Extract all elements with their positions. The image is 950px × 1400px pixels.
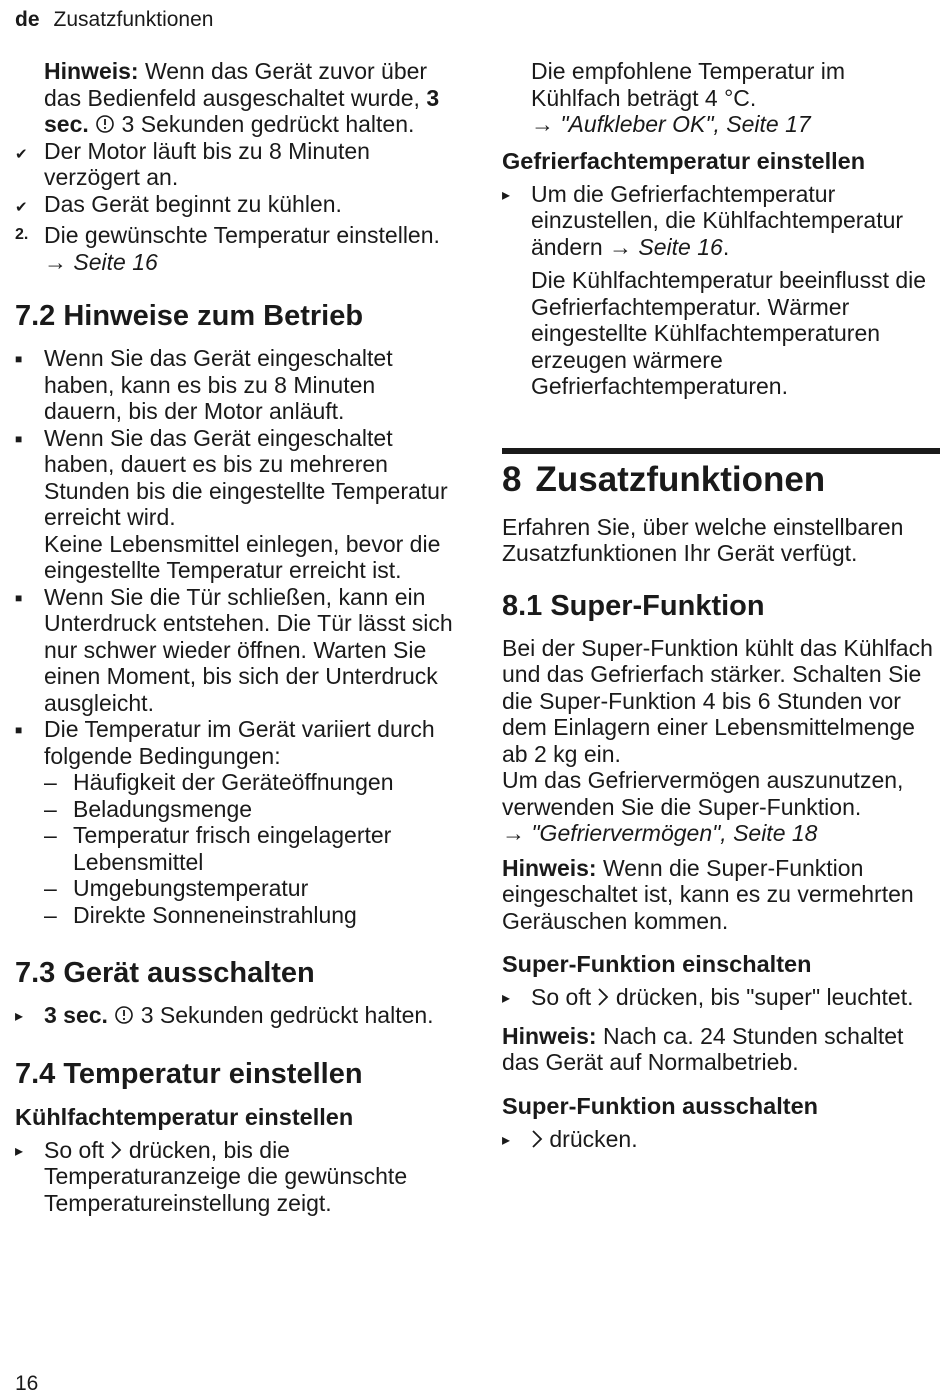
page-reference: "Aufkleber OK", Seite 17	[560, 111, 811, 137]
chapter-number: 8	[502, 459, 522, 499]
bullet-text: Wenn Sie das Gerät eingeschaltet haben, kann es bis zu 8 Minuten dauern, bis der Motor anläuft.	[44, 345, 393, 424]
hint-text-1: Wenn das Gerät zuvor über das Bedienfeld ausgeschaltet wurde,	[44, 58, 428, 111]
triangle-bullet-icon	[502, 984, 510, 1015]
dash-icon: –	[44, 875, 57, 901]
condition-item	[15, 796, 455, 823]
condition-text: Häufigkeit der Geräteöffnungen	[73, 769, 394, 795]
result-item	[15, 191, 455, 218]
power-button-label: 3 sec.	[44, 84, 440, 137]
action-text: drücken, bis "super" leuchtet.	[609, 984, 914, 1010]
action-text: So oft	[44, 1136, 111, 1163]
condition-item	[15, 902, 455, 929]
page-number: 16	[15, 1372, 39, 1395]
triangle-bullet-icon	[502, 1126, 510, 1157]
section-title: Gerät ausschalten	[63, 957, 315, 989]
triangle-bullet-icon	[15, 1137, 23, 1168]
square-bullet-icon	[15, 425, 22, 456]
hint-label: Hinweis:	[502, 854, 597, 881]
bullet-item	[15, 425, 455, 584]
condition-item	[15, 875, 455, 902]
condition-text: Beladungsmenge	[73, 795, 253, 822]
hint-text-2: 3 Sekunden gedrückt halten.	[115, 111, 415, 137]
hint-paragraph	[15, 58, 455, 138]
action-text: 3 Sekunden gedrückt halten.	[134, 1002, 434, 1028]
condition-text: Umgebungstemperatur	[73, 875, 309, 901]
square-bullet-icon	[15, 584, 22, 615]
condition-item	[15, 769, 455, 796]
bullet-text: Die Temperatur im Gerät variiert durch folgende Bedingungen:	[44, 716, 435, 769]
action-item	[15, 1137, 455, 1217]
bullet-item	[15, 345, 455, 425]
square-bullet-icon	[15, 716, 22, 747]
super-function-paragraph: Um das Gefriervermögen auszunutzen, verwenden Sie die Super-Funktion.	[502, 767, 904, 820]
section-number: 7.4	[15, 1057, 56, 1090]
page-reference: "Gefriervermögen", Seite 18	[531, 820, 818, 846]
arrow-icon: →	[609, 233, 633, 260]
action-text: Um die Gefrierfachtemperatur einzustellen, die Kühlfachtemperatur ändern	[531, 180, 904, 260]
arrow-icon: →	[502, 820, 525, 846]
subsection-heading: Kühlfachtemperatur einstellen	[15, 1103, 354, 1130]
header-title: Zusatzfunktionen	[53, 8, 214, 31]
arrow-icon: →	[531, 111, 554, 137]
hint-paragraph	[502, 855, 940, 935]
action-item: ▸ Um die Gefrierfachtemperatur einzustellen, die Kühlfachtemperatur ändern → Seite 16.	[502, 181, 940, 261]
result-text: Das Gerät beginnt zu kühlen.	[44, 190, 342, 217]
bullet-item	[15, 716, 455, 769]
right-column	[502, 58, 940, 1152]
action-item	[502, 1126, 940, 1153]
condition-text: Direkte Sonneneinstrahlung	[73, 901, 357, 928]
running-header	[15, 8, 213, 32]
section-title: Temperatur einstellen	[63, 1057, 363, 1090]
section-heading	[15, 299, 455, 333]
reference-line	[502, 820, 940, 847]
result-text: Der Motor läuft bis zu 8 Minuten verzögert an.	[44, 137, 370, 190]
chevron-right-icon	[597, 987, 609, 1007]
subsection-heading: Gefrierfachtemperatur einstellen	[502, 147, 866, 174]
left-column	[15, 58, 455, 1216]
dash-icon: –	[44, 901, 57, 928]
dash-icon: –	[44, 822, 57, 848]
action-text: drücken, bis die Temperaturanzeige die gewünschte Temperatureinstellung zeigt.	[44, 1136, 408, 1216]
square-bullet-icon	[15, 345, 22, 376]
page-reference: Seite 16	[73, 248, 158, 275]
chapter-intro: Erfahren Sie, über welche einstellbaren Zusatzfunktionen Ihr Gerät verfügt.	[502, 513, 904, 566]
check-icon	[15, 191, 28, 222]
triangle-bullet-icon	[502, 181, 510, 212]
section-title: Hinweise zum Betrieb	[63, 300, 364, 332]
result-item	[15, 138, 455, 191]
super-function-paragraph: Bei der Super-Funktion kühlt das Kühlfach und das Gefrierfach stärker. Schalten Sie die Super-Funktion 4 bis 6 Stunden vor dem Einlagern einer Lebensmittelmenge ab 2 kg ein.	[502, 634, 933, 767]
chapter-title: Zusatzfunktionen	[535, 459, 826, 499]
hint-label: Hinweis:	[44, 58, 139, 84]
dash-icon: –	[44, 769, 57, 795]
section-title: Super-Funktion	[550, 589, 765, 622]
section-heading	[15, 956, 455, 990]
hint-text: Wenn die Super-Funktion eingeschaltet ist, kann es zu vermehrten Geräuschen kommen.	[502, 854, 914, 934]
bullet-text-extra: Keine Lebensmittel einlegen, bevor die eingestellte Temperatur erreicht ist.	[44, 530, 441, 583]
step-number: 2.	[15, 226, 29, 243]
step-text: Die gewünschte Temperatur einstellen.	[44, 222, 440, 248]
chevron-right-icon	[110, 1140, 122, 1160]
triangle-bullet-icon	[15, 1002, 23, 1033]
subsection-heading: Super-Funktion ausschalten	[502, 1092, 818, 1119]
chapter-heading	[502, 448, 940, 500]
hint-text: Nach ca. 24 Stunden schaltet das Gerät auf Normalbetrieb.	[502, 1022, 904, 1075]
action-text: drücken.	[543, 1125, 638, 1152]
bullet-item	[15, 584, 455, 717]
hint-label: Hinweis:	[502, 1022, 597, 1049]
page-reference: Seite 16	[638, 233, 723, 260]
arrow-icon: →	[44, 248, 67, 275]
action-text: So oft	[531, 984, 598, 1010]
section-heading	[15, 1057, 455, 1091]
check-icon	[15, 138, 28, 169]
action-item	[15, 1002, 455, 1029]
action-item	[502, 984, 940, 1011]
language-code: de	[15, 8, 40, 31]
chevron-right-icon	[531, 1129, 543, 1149]
subsection-heading: Super-Funktion einschalten	[502, 951, 812, 977]
power-icon	[95, 114, 115, 134]
section-number: 7.3	[15, 957, 56, 989]
section-number: 8.1	[502, 589, 543, 622]
recommendation-paragraph	[502, 58, 940, 138]
step-item	[15, 222, 455, 275]
power-button-label: 3 sec.	[44, 1002, 108, 1028]
section-heading	[502, 589, 940, 623]
dash-icon: –	[44, 795, 57, 822]
bullet-text: Wenn Sie die Tür schließen, kann ein Unterdruck entstehen. Die Tür lässt sich nur schwer wieder öffnen. Warten Sie einen Moment, bis sich der Unterdruck ausgleicht.	[44, 583, 453, 716]
condition-item	[15, 822, 455, 875]
hint-paragraph	[502, 1023, 940, 1076]
section-number: 7.2	[15, 300, 56, 332]
recommendation-text: Die empfohlene Temperatur im Kühlfach beträgt 4 °C.	[531, 58, 846, 111]
condition-text: Temperatur frisch eingelagerter Lebensmittel	[73, 822, 392, 875]
bullet-text: Wenn Sie das Gerät eingeschaltet haben, dauert es bis zu mehreren Stunden bis die eingestellte Temperatur erreicht wird.	[44, 424, 448, 530]
power-icon	[114, 1005, 134, 1025]
freezer-note: Die Kühlfachtemperatur beeinflusst die Gefrierfachtemperatur. Wärmer eingestellte Kühlfachtemperaturen erzeugen wärmere Gefrierfachtemperaturen.	[531, 267, 927, 399]
